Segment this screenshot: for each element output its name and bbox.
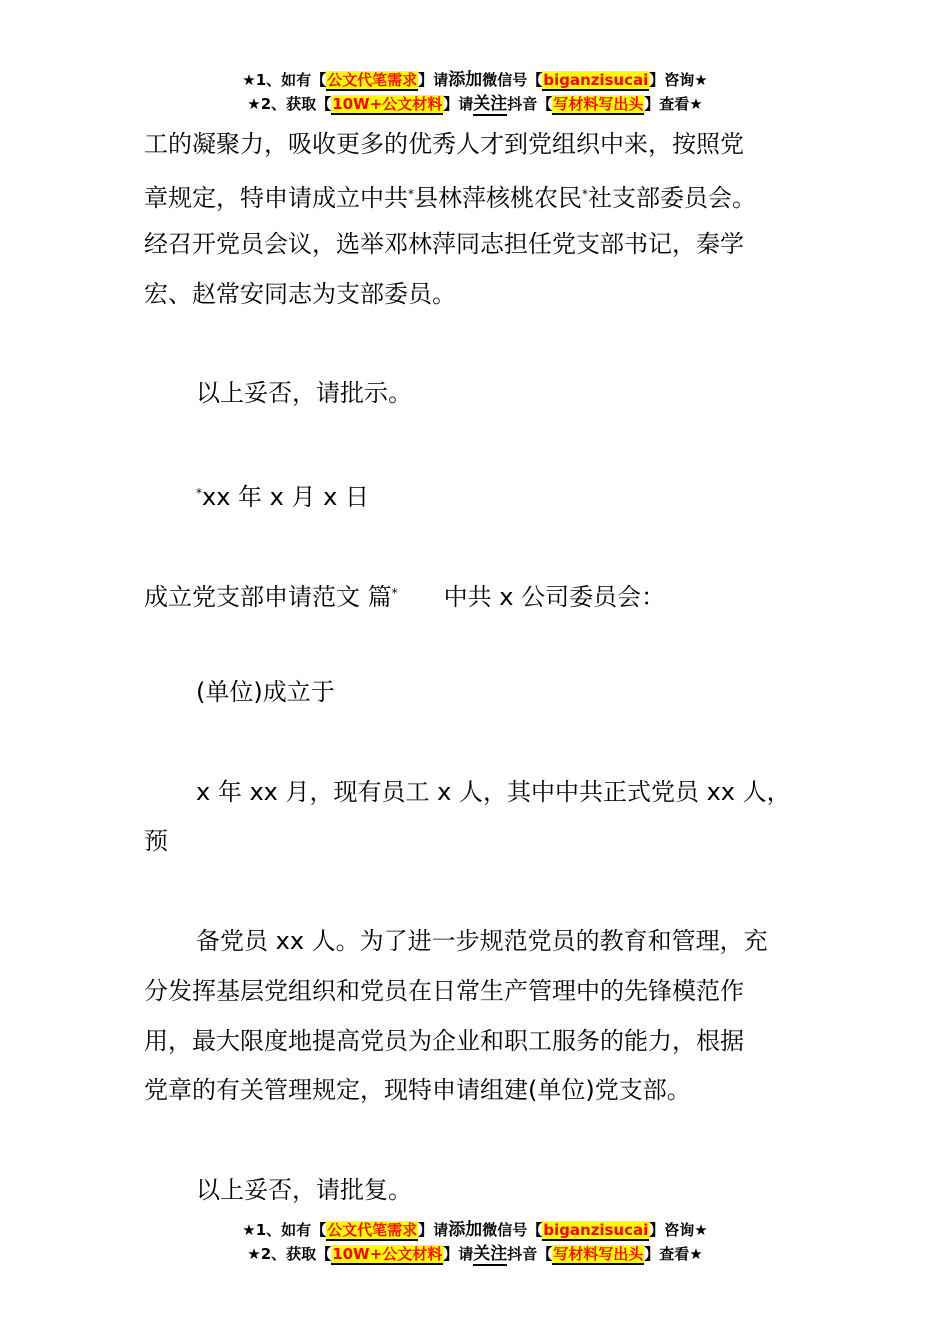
banner-text: ★2、获取【 — [247, 95, 332, 113]
text-line: 宏、赵常安同志为支部委员。 — [144, 280, 456, 308]
banner-emphasis: 关注 — [473, 1244, 508, 1264]
banner-line-2 — [0, 92, 950, 116]
banner-emphasis: 添加 — [448, 70, 483, 90]
superscript: * — [408, 187, 414, 201]
text-span: 中共 x 公司委员会： — [443, 583, 666, 611]
date-line — [144, 469, 369, 522]
banner-emphasis: 关注 — [473, 94, 508, 114]
banner-text: 微信号【 — [482, 1221, 543, 1239]
text-span: 社支部委员会。 — [588, 184, 756, 212]
text-line: 以上妥否，请批复。 — [196, 1176, 412, 1204]
text-span: xx 年 x 月 x 日 — [202, 483, 369, 511]
header-banner — [0, 68, 950, 116]
text-span: 县林萍核桃农民 — [414, 184, 582, 212]
superscript: * — [196, 486, 202, 500]
text-line: 以上妥否，请批示。 — [196, 379, 412, 407]
text-line: (单位)成立于 — [196, 678, 335, 706]
banner-highlight: 写材料写出头 — [553, 95, 644, 113]
text-line: 党章的有关管理规定，现特申请组建(单位)党支部。 — [144, 1076, 691, 1104]
banner-text: 抖音【 — [507, 95, 553, 113]
text-line: 备党员 xx 人。为了进一步规范党员的教育和管理，充 — [196, 927, 768, 955]
banner-line-1 — [0, 1218, 950, 1242]
banner-text: 微信号【 — [482, 71, 543, 89]
banner-text: 】请 — [443, 1245, 474, 1263]
text-line — [144, 170, 756, 223]
banner-text: 抖音【 — [507, 1245, 553, 1263]
banner-highlight: 10W+公文材料 — [332, 1245, 443, 1263]
superscript: * — [582, 187, 588, 201]
banner-text: 】查看★ — [644, 1245, 703, 1263]
banner-emphasis: 添加 — [448, 1220, 483, 1240]
text-line: 经召开党员会议，选举邓林萍同志担任党支部书记，秦学 — [144, 230, 744, 258]
text-line: x 年 xx 月，现有员工 x 人，其中中共正式党员 xx 人， — [196, 778, 791, 806]
banner-highlight: biganzisucai — [543, 71, 649, 89]
text-span: 成立党支部申请范文 篇 — [144, 583, 392, 611]
banner-highlight: 公文代笔需求 — [327, 71, 418, 89]
banner-highlight: 10W+公文材料 — [332, 95, 443, 113]
section-heading — [144, 569, 665, 622]
banner-text: 】请 — [418, 1221, 449, 1239]
text-span: 章规定，特申请成立中共 — [144, 184, 408, 212]
banner-line-2 — [0, 1242, 950, 1266]
banner-text: 】请 — [443, 95, 474, 113]
banner-text: 】咨询★ — [649, 1221, 708, 1239]
banner-text: 】咨询★ — [649, 71, 708, 89]
banner-text: 】请 — [418, 71, 449, 89]
text-line: 预 — [144, 827, 168, 855]
banner-text: ★1、如有【 — [242, 71, 327, 89]
banner-highlight: 写材料写出头 — [553, 1245, 644, 1263]
banner-text: 】查看★ — [644, 95, 703, 113]
text-line: 分发挥基层党组织和党员在日常生产管理中的先锋模范作 — [144, 977, 744, 1005]
text-line: 工的凝聚力，吸收更多的优秀人才到党组织中来，按照党 — [144, 130, 744, 158]
banner-line-1 — [0, 68, 950, 92]
superscript: * — [391, 586, 398, 600]
banner-text: ★2、获取【 — [247, 1245, 332, 1263]
footer-banner — [0, 1218, 950, 1266]
text-line: 用，最大限度地提高党员为企业和职工服务的能力，根据 — [144, 1027, 744, 1055]
banner-text: ★1、如有【 — [242, 1221, 327, 1239]
banner-highlight: 公文代笔需求 — [327, 1221, 418, 1239]
banner-highlight: biganzisucai — [543, 1221, 649, 1239]
